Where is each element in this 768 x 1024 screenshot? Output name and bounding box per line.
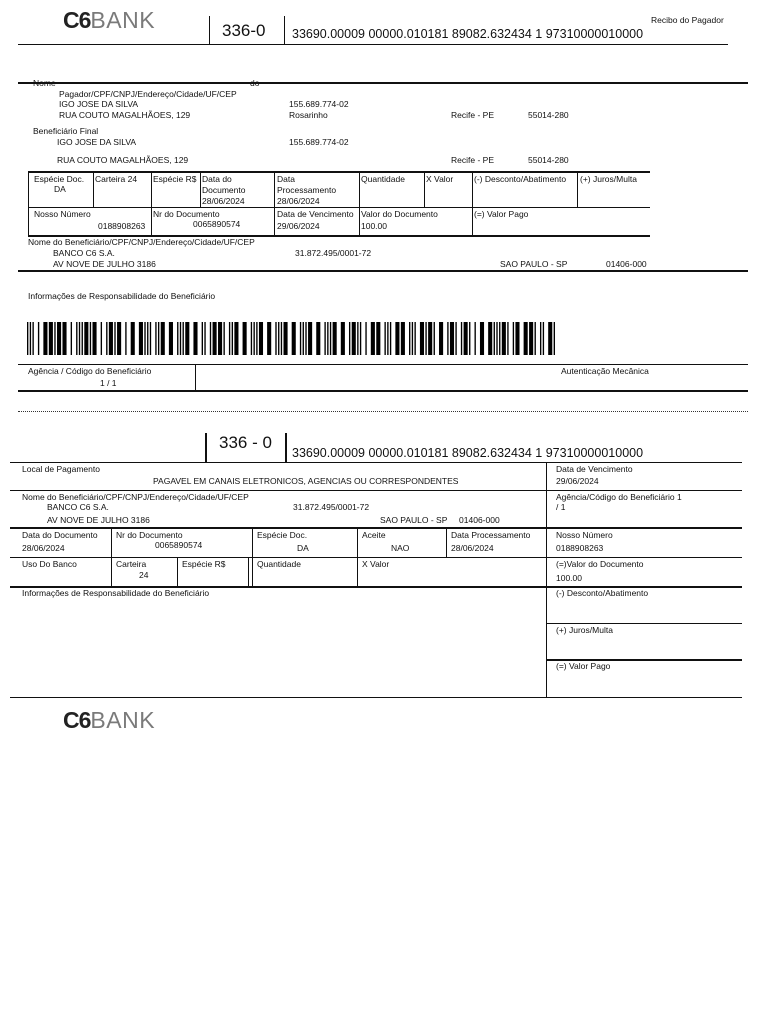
barcode-bar	[401, 322, 405, 355]
barcode-bar	[114, 322, 115, 355]
data-proc-value: 28/06/2024	[277, 196, 320, 206]
barcode-bar	[278, 322, 279, 355]
barcode-bar	[434, 322, 435, 355]
barcode-bar	[316, 322, 320, 355]
barcode-bar	[308, 322, 312, 355]
benef-final-name: IGO JOSE DA SILVA	[57, 137, 137, 147]
barcode-bar	[439, 322, 443, 355]
ficha-nr-doc-label: Nr do Documento	[116, 530, 183, 540]
barcode-bar	[461, 322, 462, 355]
benef-final-cpf: 155.689.774-02	[289, 137, 349, 147]
vencimento-value: 29/06/2024	[277, 221, 320, 231]
barcode-bar	[324, 322, 325, 355]
barcode-bar	[32, 322, 33, 355]
barcode-bar	[161, 322, 165, 355]
ficha-agencia-value: / 1	[556, 502, 566, 512]
logo-bold: C6	[63, 7, 91, 33]
ficha-benef-cnpj: 31.872.495/0001-72	[293, 502, 370, 512]
barcode-bar	[327, 322, 328, 355]
barcode-bar	[496, 322, 497, 355]
barcode-bar	[202, 322, 203, 355]
barcode-bar	[507, 322, 508, 355]
barcode-bar	[180, 322, 181, 355]
divider	[18, 270, 748, 272]
divider	[177, 558, 178, 586]
benef-city: SAO PAULO - SP	[500, 259, 568, 269]
barcode-bar	[57, 322, 61, 355]
valor-doc-value: 100.00	[361, 221, 387, 231]
ficha-valor-pago-label: (=) Valor Pago	[556, 661, 611, 671]
divider	[424, 172, 425, 207]
nr-doc-label: Nr do Documento	[153, 209, 220, 219]
benef-name: BANCO C6 S.A.	[53, 248, 115, 258]
barcode-bar	[229, 322, 230, 355]
bank-code: 336-0	[222, 21, 266, 40]
divider	[274, 172, 275, 235]
barcode-bar	[548, 322, 552, 355]
barcode-bar	[365, 322, 366, 355]
barcode-bar	[554, 322, 555, 355]
data-proc-label-1: Data	[277, 174, 295, 184]
barcode-bar	[234, 322, 238, 355]
ficha-benef-label: Nome do Beneficiário/CPF/CNPJ/Endereço/Cidade/UF/CEP	[22, 492, 249, 502]
divider	[18, 390, 748, 392]
barcode-bar	[428, 322, 432, 355]
ficha-benef-city-cep: SAO PAULO - SP 01406-000	[380, 515, 500, 525]
linha-digitavel: 33690.00009 00000.010181 89082.632434 1 97310000010000	[292, 27, 644, 41]
divider	[472, 172, 473, 235]
barcode-bar	[494, 322, 495, 355]
barcode-bar	[76, 322, 77, 355]
pagador-cpf: 155.689.774-02	[289, 99, 349, 109]
nosso-numero-label: Nosso Número	[34, 209, 91, 219]
ficha-nr-doc-value: 0065890574	[155, 540, 203, 550]
benef-address: AV NOVE DE JULHO 3186	[53, 259, 156, 269]
barcode-bar	[43, 322, 47, 355]
pagador-label-3: Pagador/CPF/CNPJ/Endereço/Cidade/UF/CEP	[59, 89, 237, 99]
divider	[28, 172, 29, 235]
ficha-nosso-numero-label: Nosso Número	[556, 530, 613, 540]
ficha-nosso-numero-value: 0188908263	[556, 543, 604, 553]
benef-cep: 01406-000	[606, 259, 647, 269]
ficha-valor-doc-value: 100.00	[556, 573, 582, 583]
barcode-bar	[376, 322, 380, 355]
divider	[446, 528, 447, 557]
desconto-label: (-) Desconto/Abatimento	[474, 174, 567, 184]
barcode-bar	[210, 322, 211, 355]
local-value: PAGAVEL EM CANAIS ELETRONICOS, AGENCIAS OU CORRESPONDENTES	[153, 476, 459, 486]
ficha-data-doc-label: Data do Documento	[22, 530, 98, 540]
divider	[209, 16, 210, 44]
x-valor-label: X Valor	[426, 174, 454, 184]
pagador-label-1: Nome	[33, 78, 56, 88]
barcode-bar	[256, 322, 257, 355]
ficha-especie-label: Espécie R$	[182, 559, 226, 569]
barcode-bar	[409, 322, 410, 355]
barcode-bar	[412, 322, 413, 355]
barcode-bar	[420, 322, 424, 355]
divider	[10, 490, 742, 491]
barcode-bar	[330, 322, 331, 355]
data-proc-label-2: Processamento	[277, 185, 337, 195]
ficha-data-proc-label: Data Processamento	[451, 530, 531, 540]
divider	[200, 172, 201, 207]
benef-final-address: RUA COUTO MAGALHÃOES, 129	[57, 155, 189, 165]
barcode-bar	[281, 322, 282, 355]
divider	[195, 364, 196, 391]
barcode-bar	[341, 322, 345, 355]
divider	[359, 172, 360, 235]
barcode-bar	[92, 322, 96, 355]
barcode-bar	[469, 322, 470, 355]
carteira-label: Carteira 24	[95, 174, 138, 184]
barcode-bar	[243, 322, 247, 355]
barcode-bar	[204, 322, 205, 355]
agencia-label: Agência / Código do Beneficiário	[28, 366, 152, 376]
aceite-value: NAO	[391, 543, 410, 553]
barcode-bar	[223, 322, 224, 355]
divider	[10, 697, 742, 698]
benef-cnpj: 31.872.495/0001-72	[295, 248, 372, 258]
ficha-x-valor-label: X Valor	[362, 559, 390, 569]
barcode-bar	[106, 322, 107, 355]
quantidade-label: Quantidade	[361, 174, 405, 184]
ficha-carteira-value: 24	[139, 570, 149, 580]
ficha-valor-doc-label: (=)Valor do Documento	[556, 559, 644, 569]
barcode-bar	[139, 322, 143, 355]
barcode-bar	[177, 322, 178, 355]
divider	[205, 433, 207, 462]
valor-doc-label: Valor do Documento	[361, 209, 438, 219]
barcode-bar	[450, 322, 454, 355]
barcode-bar	[253, 322, 254, 355]
info-label: Informações de Responsabilidade do Beneficiário	[28, 291, 216, 301]
barcode-bar	[371, 322, 375, 355]
linha-digitavel-ficha: 33690.00009 00000.010181 89082.632434 1 97310000010000	[292, 446, 644, 460]
barcode-bar	[147, 322, 148, 355]
juros-label: (+) Juros/Multa	[580, 174, 637, 184]
barcode-bar	[395, 322, 399, 355]
barcode-bar	[384, 322, 385, 355]
agencia-value: 1 / 1	[100, 378, 117, 388]
barcode-bar	[82, 322, 83, 355]
pagador-cep: 55014-280	[528, 110, 569, 120]
barcode-bar	[390, 322, 391, 355]
aceite-label: Aceite	[362, 530, 386, 540]
divider	[28, 171, 650, 173]
ficha-especie-doc-label: Espécie Doc.	[257, 530, 308, 540]
ficha-vencimento-label: Data de Vencimento	[556, 464, 633, 474]
barcode-bar	[38, 322, 39, 355]
barcode-bar	[90, 322, 91, 355]
divider	[111, 558, 112, 586]
barcode-bar	[84, 322, 88, 355]
barcode-bar	[213, 322, 217, 355]
barcode-bar	[30, 322, 31, 355]
ficha-desconto-label: (-) Desconto/Abatimento	[556, 588, 649, 598]
barcode-bar	[414, 322, 415, 355]
barcode-bar	[79, 322, 80, 355]
divider	[546, 623, 742, 624]
barcode-bar	[303, 322, 304, 355]
barcode-bar	[357, 322, 358, 355]
barcode-bar	[540, 322, 541, 355]
benef-final-city: Recife - PE	[451, 155, 494, 165]
data-doc-value: 28/06/2024	[202, 196, 245, 206]
barcode-bar	[193, 322, 197, 355]
benef-label: Nome do Beneficiário/CPF/CNPJ/Endereço/Cidade/UF/CEP	[28, 237, 255, 247]
ficha-especie-doc-value: DA	[297, 543, 309, 553]
nr-doc-value: 0065890574	[193, 219, 241, 229]
bank-code-ficha: 336 - 0	[219, 433, 272, 452]
barcode-bar	[232, 322, 233, 355]
barcode-bar	[125, 322, 126, 355]
barcode-bar	[387, 322, 388, 355]
barcode-bar	[218, 322, 222, 355]
ficha-data-doc-value: 28/06/2024	[22, 543, 65, 553]
especie-doc-label: Espécie Doc.	[34, 174, 85, 184]
nosso-numero-value: 0188908263	[98, 221, 146, 231]
divider	[285, 433, 287, 462]
barcode-bar	[333, 322, 337, 355]
barcode-bar	[425, 322, 426, 355]
ficha-quantidade-label: Quantidade	[257, 559, 301, 569]
barcode-bar	[49, 322, 53, 355]
ficha-carteira-label: Carteira	[116, 559, 147, 569]
barcode-bar	[524, 322, 528, 355]
especie-doc-value: DA	[54, 184, 66, 194]
barcode-bar	[275, 322, 276, 355]
barcode-bar	[131, 322, 135, 355]
barcode-bar	[284, 322, 288, 355]
benef-final-label: Beneficiário Final	[33, 126, 99, 136]
divider	[151, 172, 152, 235]
ficha-juros-label: (+) Juros/Multa	[556, 625, 613, 635]
barcode-bar	[349, 322, 350, 355]
data-doc-label-2: Documento	[202, 185, 246, 195]
logo-light: BANK	[90, 707, 156, 733]
barcode-bar	[502, 322, 506, 355]
divider	[18, 44, 728, 45]
barcode-bar	[305, 322, 306, 355]
ficha-agencia-label: Agência/Código do Beneficiário 1	[556, 492, 682, 502]
divider	[577, 172, 578, 207]
ficha-vencimento-value: 29/06/2024	[556, 476, 599, 486]
benef-final-cep: 55014-280	[528, 155, 569, 165]
barcode-bar	[155, 322, 156, 355]
divider	[93, 172, 94, 207]
barcode-bar	[158, 322, 159, 355]
barcode-bar	[499, 322, 500, 355]
barcode-bar	[267, 322, 271, 355]
barcode-bar	[109, 322, 113, 355]
barcode-bar	[117, 322, 121, 355]
ficha-info-label: Informações de Responsabilidade do Beneficiário	[22, 588, 210, 598]
logo-bold: C6	[63, 707, 91, 733]
divider	[111, 528, 112, 557]
local-label: Local de Pagamento	[22, 464, 100, 474]
divider	[18, 364, 748, 365]
divider	[28, 207, 650, 208]
barcode-bar	[300, 322, 301, 355]
divider	[546, 462, 547, 698]
autenticacao-label: Autenticação Mecânica	[561, 366, 649, 376]
barcode-bar	[292, 322, 296, 355]
ficha-data-proc-value: 28/06/2024	[451, 543, 494, 553]
cut-line	[18, 411, 748, 412]
divider	[284, 16, 285, 44]
barcode-bar	[455, 322, 456, 355]
barcode-bar	[101, 322, 102, 355]
barcode-bar	[488, 322, 492, 355]
barcode-bar	[513, 322, 514, 355]
barcode-bar	[251, 322, 252, 355]
barcode	[27, 322, 555, 355]
barcode-bar	[529, 322, 533, 355]
barcode-bar	[183, 322, 184, 355]
barcode-bar	[447, 322, 448, 355]
barcode-bar	[464, 322, 468, 355]
barcode-bar	[535, 322, 536, 355]
c6bank-logo-bottom	[63, 707, 155, 734]
pagador-label-2: do	[250, 78, 260, 88]
barcode-bar	[144, 322, 145, 355]
divider	[18, 82, 748, 84]
data-doc-label-1: Data do	[202, 174, 232, 184]
valor-pago-label: (=) Valor Pago	[474, 209, 529, 219]
barcode-bar	[169, 322, 173, 355]
uso-banco-label: Uso Do Banco	[22, 559, 77, 569]
barcode-bar	[71, 322, 72, 355]
ficha-benef-address: AV NOVE DE JULHO 3186	[47, 515, 150, 525]
pagador-district: Rosarinho	[289, 110, 328, 120]
pagador-city: Recife - PE	[451, 110, 494, 120]
barcode-bar	[185, 322, 189, 355]
divider	[10, 527, 742, 529]
barcode-bar	[27, 322, 28, 355]
recibo-label: Recibo do Pagador	[651, 15, 724, 25]
barcode-bar	[360, 322, 361, 355]
divider	[10, 557, 742, 558]
barcode-bar	[352, 322, 356, 355]
c6bank-logo	[63, 7, 155, 34]
vencimento-label: Data de Vencimento	[277, 209, 354, 219]
barcode-bar	[515, 322, 519, 355]
barcode-bar	[480, 322, 484, 355]
barcode-bar	[475, 322, 476, 355]
divider	[248, 558, 249, 586]
divider	[10, 462, 742, 463]
barcode-bar	[259, 322, 263, 355]
pagador-address: RUA COUTO MAGALHÃOES, 129	[59, 110, 191, 120]
logo-light: BANK	[90, 7, 156, 33]
barcode-bar	[543, 322, 544, 355]
ficha-benef-name: BANCO C6 S.A.	[47, 502, 109, 512]
pagador-name: IGO JOSE DA SILVA	[59, 99, 139, 109]
barcode-bar	[62, 322, 66, 355]
barcode-bar	[54, 322, 55, 355]
especie-label: Espécie R$	[153, 174, 197, 184]
barcode-bar	[150, 322, 151, 355]
